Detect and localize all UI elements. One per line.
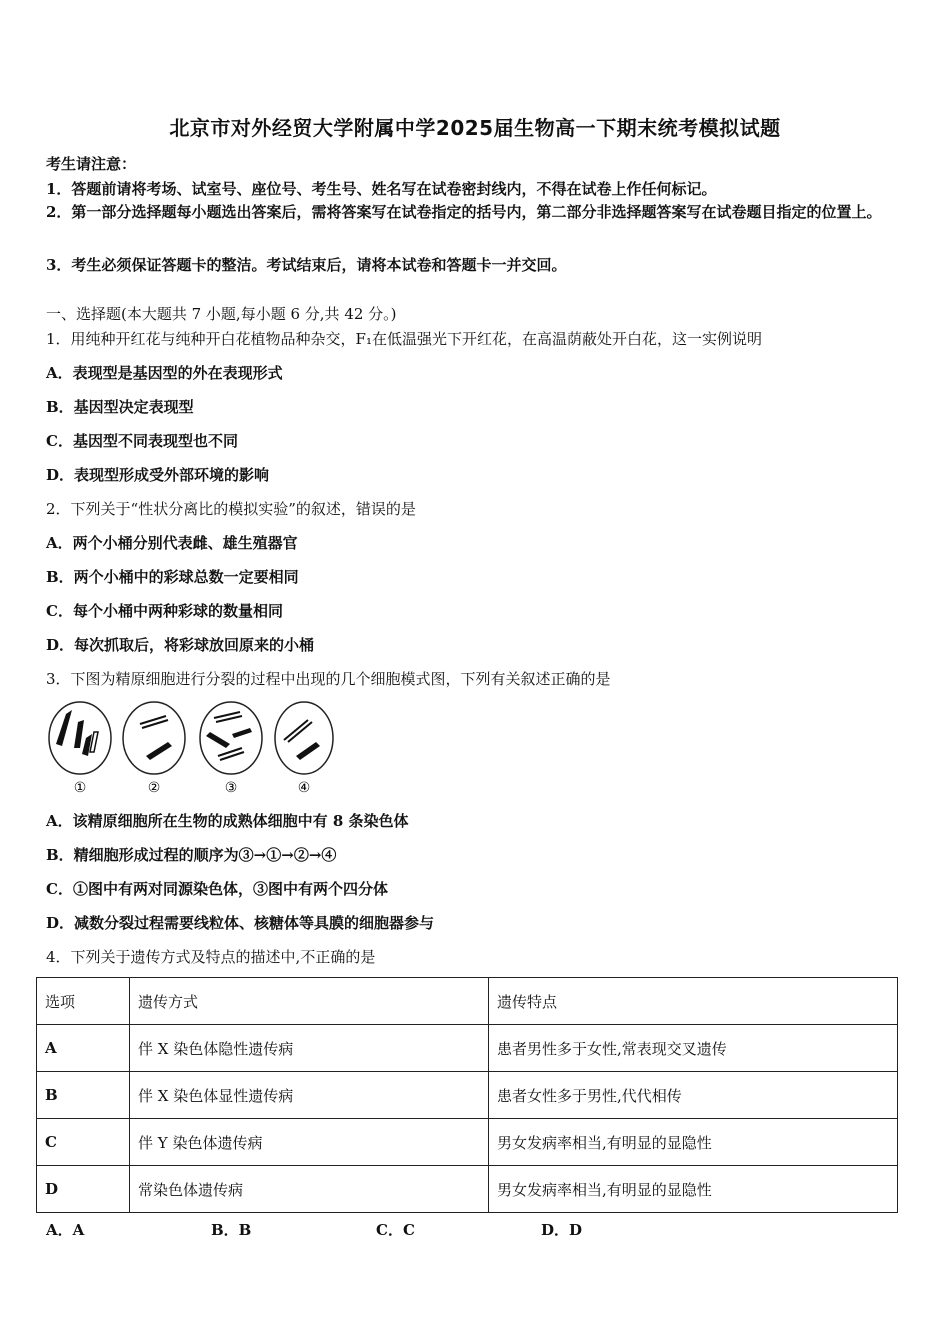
q3-option-b: B．精细胞形成过程的顺序为③→①→②→④ xyxy=(46,846,337,864)
notice-item: 3．考生必须保证答题卡的整洁。考试结束后，请将本试卷和答题卡一并交回。 xyxy=(46,256,567,274)
table-header-cell: 遗传方式 xyxy=(130,978,489,1025)
table-cell: 伴 X 染色体显性遗传病 xyxy=(130,1072,489,1119)
cell-division-figure xyxy=(44,698,334,798)
q2-option-b: B．两个小桶中的彩球总数一定要相同 xyxy=(46,568,299,586)
table-cell: C xyxy=(37,1119,130,1166)
q3-option-a: A．该精原细胞所在生物的成熟体细胞中有 8 条染色体 xyxy=(46,812,409,830)
q3-option-c: C．①图中有两对同源染色体，③图中有两个四分体 xyxy=(46,880,388,898)
q3-option-d: D．减数分裂过程需要线粒体、核糖体等具膜的细胞器参与 xyxy=(46,914,435,932)
table-row xyxy=(37,1072,898,1119)
cell-2 xyxy=(123,702,185,774)
q2-option-a: A．两个小桶分别代表雌、雄生殖器官 xyxy=(46,534,298,552)
table-cell: A xyxy=(37,1025,130,1072)
notice-item: 2．第一部分选择题每小题选出答案后，需将答案写在试卷指定的括号内，第二部分非选择题答案写在试卷题目指定的位置上。 xyxy=(46,203,882,221)
table-cell: 伴 Y 染色体遗传病 xyxy=(130,1119,489,1166)
table-cell: 常染色体遗传病 xyxy=(130,1166,489,1213)
table-header-cell: 遗传特点 xyxy=(489,978,898,1025)
question-stem-1: 1．用纯种开红花与纯种开白花植物品种杂交，F₁在低温强光下开红花，在高温荫蔽处开白花，这一实例说明 xyxy=(46,330,762,348)
notice-heading: 考生请注意： xyxy=(46,155,137,173)
cell-3 xyxy=(200,702,262,774)
question-stem-4: 4．下列关于遗传方式及特点的描述中,不正确的是 xyxy=(46,948,376,966)
figure-label-3: ③ xyxy=(224,780,238,796)
table-cell: 男女发病率相当,有明显的显隐性 xyxy=(489,1166,898,1213)
q2-option-d: D．每次抓取后，将彩球放回原来的小桶 xyxy=(46,636,315,654)
table-header-row xyxy=(37,978,898,1025)
q2-option-c: C．每个小桶中两种彩球的数量相同 xyxy=(46,602,283,620)
page-title: 北京市对外经贸大学附属中学2025届生物高一下期末统考模拟试题 xyxy=(169,116,781,140)
table-cell: 患者男性多于女性,常表现交叉遗传 xyxy=(489,1025,898,1072)
cell-1 xyxy=(49,702,111,774)
section-heading: 一、选择题(本大题共 7 小题,每小题 6 分,共 42 分。) xyxy=(46,305,397,323)
table-cell: D xyxy=(37,1166,130,1213)
q4-option-c: C．C xyxy=(376,1221,415,1239)
notice-item: 1．答题前请将考场、试室号、座位号、考生号、姓名写在试卷密封线内，不得在试卷上作任何标记。 xyxy=(46,180,717,198)
table-header-cell: 选项 xyxy=(37,978,130,1025)
q1-option-a: A．表现型是基因型的外在表现形式 xyxy=(46,364,283,382)
question-stem-2: 2．下列关于“性状分离比的模拟实验”的叙述，错误的是 xyxy=(46,500,416,518)
q4-option-b: B．B xyxy=(211,1221,252,1239)
figure-label-1: ① xyxy=(73,780,87,796)
table-cell: B xyxy=(37,1072,130,1119)
table-cell: 患者女性多于男性,代代相传 xyxy=(489,1072,898,1119)
cell-4 xyxy=(275,702,333,774)
table-row xyxy=(37,1025,898,1072)
table-cell: 伴 X 染色体隐性遗传病 xyxy=(130,1025,489,1072)
q1-option-b: B．基因型决定表现型 xyxy=(46,398,194,416)
q1-option-d: D．表现型形成受外部环境的影响 xyxy=(46,466,270,484)
table-row xyxy=(37,1166,898,1213)
q4-option-d: D．D xyxy=(541,1221,583,1239)
table-cell: 男女发病率相当,有明显的显隐性 xyxy=(489,1119,898,1166)
q1-option-c: C．基因型不同表现型也不同 xyxy=(46,432,238,450)
table-row xyxy=(37,1119,898,1166)
figure-label-2: ② xyxy=(147,780,161,796)
question-stem-3: 3．下图为精原细胞进行分裂的过程中出现的几个细胞模式图，下列有关叙述正确的是 xyxy=(46,670,611,688)
figure-label-4: ④ xyxy=(297,780,311,796)
inheritance-table xyxy=(36,977,898,1213)
q4-option-a: A．A xyxy=(46,1221,85,1239)
